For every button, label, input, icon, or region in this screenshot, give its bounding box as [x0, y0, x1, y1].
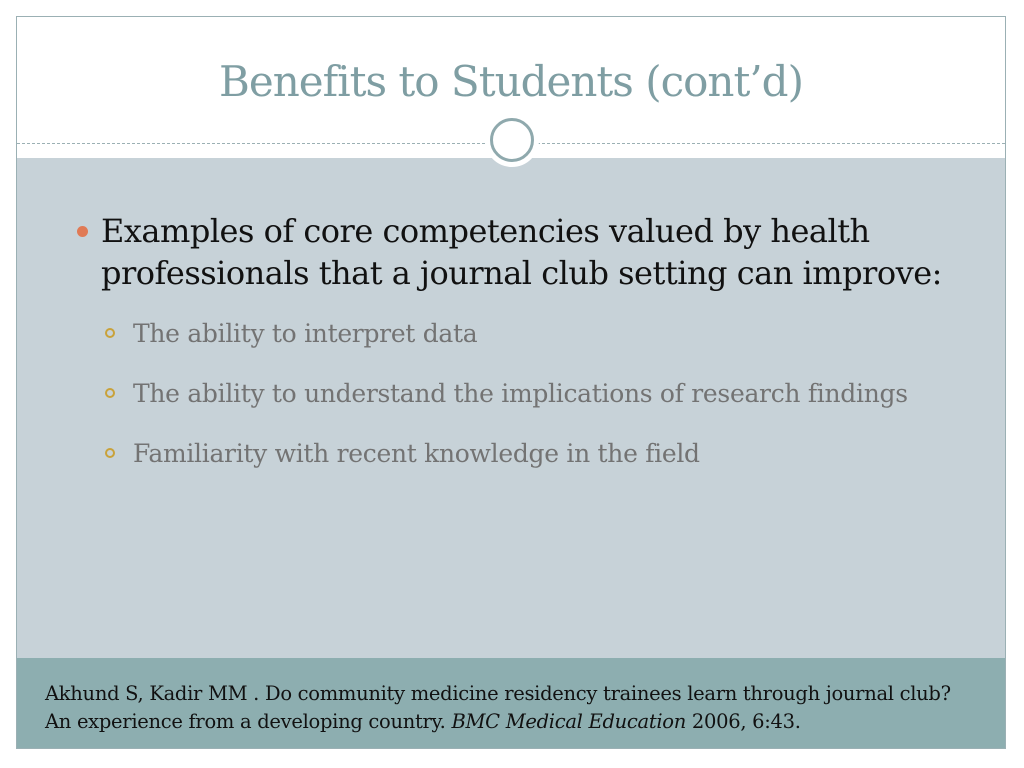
dot-bullet-icon: [77, 226, 88, 237]
sub-bullet-text: The ability to understand the implications of research findings: [133, 379, 908, 408]
title-ornament: [485, 113, 539, 167]
sub-bullet: [75, 318, 945, 350]
citation-footer: [17, 658, 1005, 749]
slide-title: Benefits to Students (cont’d): [219, 57, 803, 106]
sub-bullet: [75, 438, 945, 470]
ring-bullet-icon: [105, 388, 115, 398]
bullet-list: [75, 210, 945, 470]
slide-frame: [16, 16, 1006, 749]
citation-year: 2006, 6:43.: [686, 710, 801, 733]
ring-bullet-icon: [105, 448, 115, 458]
sub-bullet-text: The ability to interpret data: [133, 319, 478, 348]
citation-authors-title: Akhund S, Kadir MM . Do community medicine residency trainees learn through journal club? An experience from a developing country.: [45, 682, 951, 733]
circle-ring-icon: [490, 118, 534, 162]
main-bullet-text: Examples of core competencies valued by health professionals that a journal club setting can improve:: [101, 212, 942, 292]
sub-bullet-text: Familiarity with recent knowledge in the field: [133, 439, 700, 468]
citation-text: [45, 680, 965, 736]
citation-journal: BMC Medical Education: [451, 710, 687, 733]
sub-bullet: [75, 378, 945, 410]
main-bullet: [75, 210, 945, 294]
ring-bullet-icon: [105, 328, 115, 338]
content-area: [17, 158, 1005, 658]
